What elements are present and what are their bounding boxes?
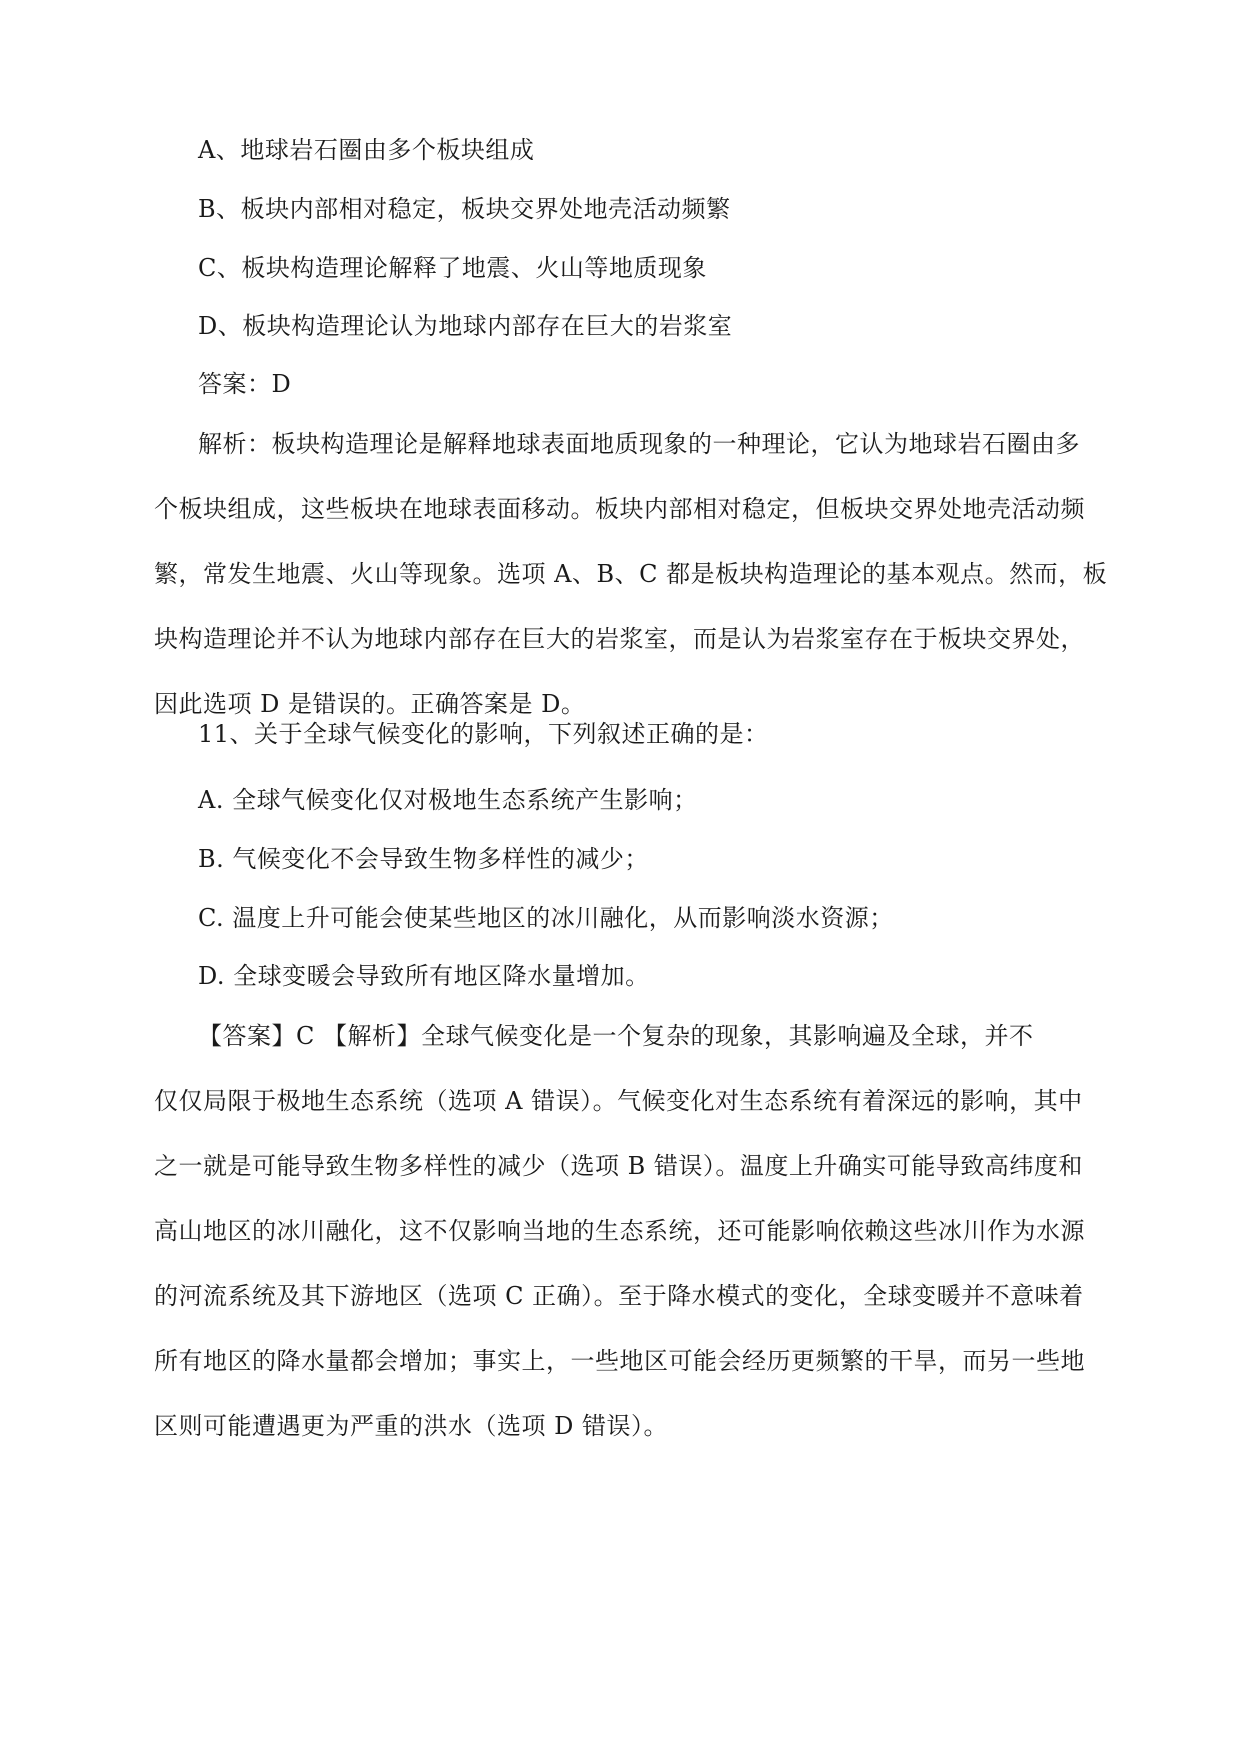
q10-option-d: D、板块构造理论认为地球内部存在巨大的岩浆室 [198,312,733,340]
q11-option-c: C. 温度上升可能会使某些地区的冰川融化，从而影响淡水资源； [198,904,894,932]
q10-option-a: A、地球岩石圈由多个板块组成 [198,136,535,164]
q10-analysis-line: 块构造理论并不认为地球内部存在巨大的岩浆室，而是认为岩浆室存在于板块交界处， [154,625,1085,653]
q11-analysis-line: 所有地区的降水量都会增加；事实上，一些地区可能会经历更频繁的干旱，而另一些地 [154,1347,1085,1375]
q11-option-b: B. 气候变化不会导致生物多样性的减少； [198,845,649,873]
q11-option-d: D. 全球变暖会导致所有地区降水量增加。 [198,962,650,990]
q11-analysis-line: 【答案】C 【解析】全球气候变化是一个复杂的现象，其影响遍及全球，并不 [198,1022,1034,1050]
q11-analysis-line: 的河流系统及其下游地区（选项 C 正确）。至于降水模式的变化，全球变暖并不意味着 [154,1282,1084,1310]
q10-analysis-line: 个板块组成，这些板块在地球表面移动。板块内部相对稳定，但板块交界处地壳活动频 [154,495,1085,523]
q10-analysis-line: 繁，常发生地震、火山等现象。选项 A、B、C 都是板块构造理论的基本观点。然而，板 [154,560,1108,588]
q10-analysis-line: 解析：板块构造理论是解释地球表面地质现象的一种理论，它认为地球岩石圈由多 [198,430,1080,458]
q10-analysis [154,412,1108,737]
q11-analysis-line: 高山地区的冰川融化，这不仅影响当地的生态系统，还可能影响依赖这些冰川作为水源 [154,1217,1085,1245]
q11-analysis-line: 区则可能遭遇更为严重的洪水（选项 D 错误）。 [154,1412,668,1440]
q11-stem: 11、关于全球气候变化的影响，下列叙述正确的是： [198,720,769,748]
q11-option-a: A. 全球气候变化仅对极地生态系统产生影响； [198,786,698,814]
q10-analysis-line: 因此选项 D 是错误的。正确答案是 D。 [154,690,586,718]
q10-option-b: B、板块内部相对稳定，板块交界处地壳活动频繁 [198,195,731,223]
q10-option-c: C、板块构造理论解释了地震、火山等地质现象 [198,254,707,282]
q11-analysis [154,1004,1104,1459]
q11-analysis-line: 仅仅局限于极地生态系统（选项 A 错误）。气候变化对生态系统有着深远的影响，其中 [154,1087,1083,1115]
q11-analysis-line: 之一就是可能导致生物多样性的减少（选项 B 错误）。温度上升确实可能导致高纬度和 [154,1152,1083,1180]
q10-answer: 答案：D [198,370,292,398]
